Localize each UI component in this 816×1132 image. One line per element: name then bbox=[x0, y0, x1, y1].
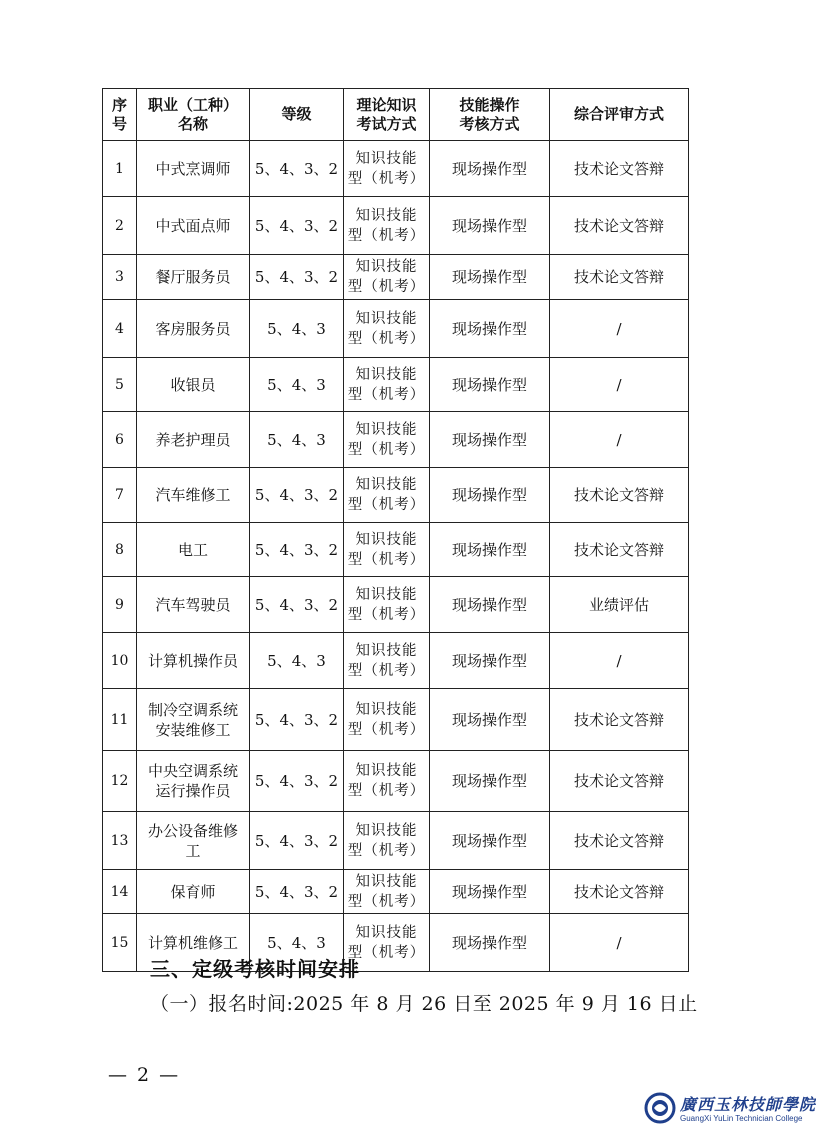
review-method-cell: / bbox=[550, 633, 689, 689]
column-header bbox=[250, 89, 344, 141]
theory-exam-line: 知识技能 bbox=[355, 477, 418, 493]
column-header-line: 号 bbox=[111, 114, 127, 133]
theory-exam-line: 知识技能 bbox=[355, 531, 418, 548]
occupation-name-cell bbox=[137, 358, 250, 412]
row-number-cell: 4 bbox=[103, 300, 137, 358]
theory-exam-cell bbox=[344, 523, 430, 577]
skill-exam-cell: 现场操作型 bbox=[430, 141, 550, 197]
column-header-line: 等级 bbox=[281, 105, 312, 123]
theory-exam-line: 知识技能 bbox=[355, 207, 418, 224]
column-header bbox=[103, 89, 137, 141]
column-header bbox=[344, 89, 430, 141]
row-number-cell: 14 bbox=[103, 870, 137, 914]
occupation-name-line: 收银员 bbox=[170, 375, 216, 394]
skill-exam-cell: 现场操作型 bbox=[430, 751, 550, 812]
occupation-name-line: 办公设备维修 bbox=[147, 821, 238, 840]
level-cell: 5、4、3、2 bbox=[250, 468, 344, 523]
theory-exam-cell bbox=[344, 689, 430, 751]
theory-exam-line: 知识技能 bbox=[355, 924, 418, 941]
occupation-name-line: 制冷空调系统 bbox=[147, 700, 238, 719]
skill-exam-cell: 现场操作型 bbox=[430, 197, 550, 255]
occupation-name-line: 运行操作员 bbox=[155, 782, 231, 800]
occupation-name-cell bbox=[137, 141, 250, 197]
column-header-line: 序 bbox=[111, 95, 127, 114]
occupation-name-cell bbox=[137, 523, 250, 577]
column-header bbox=[137, 89, 250, 141]
theory-exam-line: 型（机考） bbox=[347, 944, 426, 961]
skill-exam-cell: 现场操作型 bbox=[430, 468, 550, 523]
occupation-name-cell bbox=[137, 633, 250, 689]
row-number-cell: 7 bbox=[103, 468, 137, 523]
theory-exam-line: 知识技能 bbox=[355, 642, 418, 659]
table-row bbox=[103, 255, 689, 300]
review-method-cell: 技术论文答辩 bbox=[550, 468, 689, 523]
table-row bbox=[103, 468, 689, 523]
theory-exam-line: 型（机考） bbox=[347, 441, 426, 458]
row-number-cell: 12 bbox=[103, 751, 137, 812]
table-row bbox=[103, 358, 689, 412]
level-cell: 5、4、3、2 bbox=[250, 812, 344, 870]
theory-exam-line: 知识技能 bbox=[355, 259, 418, 275]
theory-exam-line: 型（机考） bbox=[347, 842, 426, 859]
row-number-cell: 2 bbox=[103, 197, 137, 255]
theory-exam-cell bbox=[344, 870, 430, 914]
level-cell: 5、4、3、2 bbox=[250, 689, 344, 751]
level-cell: 5、4、3 bbox=[250, 412, 344, 468]
theory-exam-line: 型（机考） bbox=[347, 551, 426, 568]
row-number-cell: 3 bbox=[103, 255, 137, 300]
review-method-cell: 技术论文答辩 bbox=[550, 812, 689, 870]
occupation-name-cell bbox=[137, 751, 250, 812]
occupation-name-line: 中央空调系统 bbox=[147, 762, 238, 780]
column-header-line: 考核方式 bbox=[459, 114, 520, 133]
logo-name-cn: 廣西玉林技師學院 bbox=[680, 1095, 816, 1114]
level-cell: 5、4、3、2 bbox=[250, 523, 344, 577]
table-row bbox=[103, 689, 689, 751]
review-method-cell: 技术论文答辩 bbox=[550, 141, 689, 197]
level-cell: 5、4、3 bbox=[250, 358, 344, 412]
row-number-cell: 13 bbox=[103, 812, 137, 870]
theory-exam-line: 型（机考） bbox=[347, 721, 426, 738]
review-method-cell: / bbox=[550, 914, 689, 972]
row-number-cell: 5 bbox=[103, 358, 137, 412]
theory-exam-line: 知识技能 bbox=[355, 421, 418, 438]
theory-exam-line: 型（机考） bbox=[347, 662, 426, 679]
level-cell: 5、4、3、2 bbox=[250, 197, 344, 255]
occupation-name-line: 中式烹调师 bbox=[155, 159, 231, 178]
table-row bbox=[103, 751, 689, 812]
theory-exam-cell bbox=[344, 358, 430, 412]
review-method-cell: 技术论文答辩 bbox=[550, 751, 689, 812]
skill-exam-cell: 现场操作型 bbox=[430, 812, 550, 870]
occupation-name-line: 电工 bbox=[177, 540, 208, 559]
theory-exam-line: 型（机考） bbox=[347, 893, 426, 910]
theory-exam-cell bbox=[344, 812, 430, 870]
row-number-cell: 11 bbox=[103, 689, 137, 751]
review-method-cell: / bbox=[550, 412, 689, 468]
theory-exam-cell bbox=[344, 751, 430, 812]
column-header-line: 理论知识 bbox=[356, 95, 417, 114]
theory-exam-line: 知识技能 bbox=[355, 763, 418, 779]
theory-exam-line: 型（机考） bbox=[347, 497, 426, 513]
occupation-name-line: 汽车驾驶员 bbox=[155, 595, 231, 614]
row-number-cell: 8 bbox=[103, 523, 137, 577]
review-method-cell: / bbox=[550, 300, 689, 358]
theory-exam-line: 型（机考） bbox=[347, 330, 426, 347]
theory-exam-line: 型（机考） bbox=[347, 227, 426, 244]
theory-exam-line: 知识技能 bbox=[355, 873, 418, 890]
table-row bbox=[103, 412, 689, 468]
registration-time-paragraph: （一）报名时间:2025 年 8 月 26 日至 2025 年 9 月 16 日止 bbox=[150, 993, 698, 1015]
theory-exam-line: 知识技能 bbox=[355, 310, 418, 327]
level-cell: 5、4、3 bbox=[250, 300, 344, 358]
review-method-cell: 业绩评估 bbox=[550, 577, 689, 633]
occupation-name-line: 中式面点师 bbox=[155, 216, 231, 235]
skill-exam-cell: 现场操作型 bbox=[430, 523, 550, 577]
review-method-cell: 技术论文答辩 bbox=[550, 870, 689, 914]
theory-exam-line: 知识技能 bbox=[355, 586, 418, 603]
level-cell: 5、4、3、2 bbox=[250, 751, 344, 812]
occupation-name-cell bbox=[137, 812, 250, 870]
column-header bbox=[430, 89, 550, 141]
theory-exam-line: 型（机考） bbox=[347, 606, 426, 623]
skill-exam-cell: 现场操作型 bbox=[430, 870, 550, 914]
occupation-name-cell bbox=[137, 468, 250, 523]
review-method-cell: / bbox=[550, 358, 689, 412]
occupation-name-line: 安装维修工 bbox=[155, 720, 231, 739]
theory-exam-cell bbox=[344, 255, 430, 300]
occupation-name-cell bbox=[137, 412, 250, 468]
theory-exam-line: 型（机考） bbox=[347, 170, 426, 187]
row-number-cell: 1 bbox=[103, 141, 137, 197]
skill-exam-cell: 现场操作型 bbox=[430, 914, 550, 972]
theory-exam-line: 型（机考） bbox=[347, 386, 426, 403]
theory-exam-cell bbox=[344, 468, 430, 523]
skill-exam-cell: 现场操作型 bbox=[430, 358, 550, 412]
row-number-cell: 10 bbox=[103, 633, 137, 689]
occupation-name-cell bbox=[137, 577, 250, 633]
level-cell: 5、4、3、2 bbox=[250, 870, 344, 914]
review-method-cell: 技术论文答辩 bbox=[550, 523, 689, 577]
theory-exam-cell bbox=[344, 197, 430, 255]
theory-exam-cell bbox=[344, 300, 430, 358]
column-header-line: 技能操作 bbox=[459, 95, 520, 114]
theory-exam-cell bbox=[344, 141, 430, 197]
table-body bbox=[103, 141, 689, 972]
skill-exam-cell: 现场操作型 bbox=[430, 689, 550, 751]
skill-exam-cell: 现场操作型 bbox=[430, 255, 550, 300]
occupation-name-line: 保育师 bbox=[170, 882, 216, 901]
occupation-name-line: 工 bbox=[185, 841, 201, 860]
level-cell: 5、4、3、2 bbox=[250, 577, 344, 633]
table-row bbox=[103, 300, 689, 358]
row-number-cell: 9 bbox=[103, 577, 137, 633]
occupation-name-line: 计算机维修工 bbox=[147, 933, 238, 952]
level-cell: 5、4、3 bbox=[250, 633, 344, 689]
theory-exam-line: 知识技能 bbox=[355, 822, 418, 839]
occupation-name-cell bbox=[137, 689, 250, 751]
occupation-name-line: 客房服务员 bbox=[155, 319, 231, 338]
occupation-name-line: 计算机操作员 bbox=[147, 651, 238, 670]
skill-exam-cell: 现场操作型 bbox=[430, 577, 550, 633]
page-number: — 2 — bbox=[108, 1064, 181, 1086]
theory-exam-cell bbox=[344, 633, 430, 689]
skill-exam-cell: 现场操作型 bbox=[430, 633, 550, 689]
table-row bbox=[103, 197, 689, 255]
column-header bbox=[550, 89, 689, 141]
college-logo bbox=[644, 1090, 816, 1128]
column-header-line: 综合评审方式 bbox=[573, 105, 664, 123]
occupation-table bbox=[102, 88, 689, 972]
occupation-name-cell bbox=[137, 197, 250, 255]
theory-exam-cell bbox=[344, 577, 430, 633]
occupation-name-line: 餐厅服务员 bbox=[155, 268, 231, 286]
table-row bbox=[103, 812, 689, 870]
logo-name-en: GuangXi YuLin Technician College bbox=[680, 1114, 803, 1123]
column-header-line: 职业（工种） bbox=[147, 95, 238, 114]
theory-exam-line: 知识技能 bbox=[355, 150, 418, 167]
occupation-name-cell bbox=[137, 870, 250, 914]
occupation-name-cell bbox=[137, 300, 250, 358]
skill-exam-cell: 现场操作型 bbox=[430, 300, 550, 358]
theory-exam-line: 知识技能 bbox=[355, 701, 418, 718]
theory-exam-line: 知识技能 bbox=[355, 366, 418, 383]
row-number-cell: 15 bbox=[103, 914, 137, 972]
column-header-line: 名称 bbox=[177, 114, 208, 133]
level-cell: 5、4、3、2 bbox=[250, 255, 344, 300]
occupation-name-line: 汽车维修工 bbox=[155, 486, 231, 504]
occupation-name-cell bbox=[137, 255, 250, 300]
review-method-cell: 技术论文答辩 bbox=[550, 197, 689, 255]
occupation-name-line: 养老护理员 bbox=[155, 430, 231, 449]
table-row bbox=[103, 141, 689, 197]
table-row bbox=[103, 870, 689, 914]
review-method-cell: 技术论文答辩 bbox=[550, 255, 689, 300]
row-number-cell: 6 bbox=[103, 412, 137, 468]
theory-exam-line: 型（机考） bbox=[347, 279, 426, 295]
theory-exam-cell bbox=[344, 412, 430, 468]
section-heading: 三、定级考核时间安排 bbox=[150, 957, 360, 981]
review-method-cell: 技术论文答辩 bbox=[550, 689, 689, 751]
table-row bbox=[103, 523, 689, 577]
level-cell: 5、4、3、2 bbox=[250, 141, 344, 197]
level-cell: 5、4、3 bbox=[250, 914, 344, 972]
skill-exam-cell: 现场操作型 bbox=[430, 412, 550, 468]
column-header-line: 考试方式 bbox=[356, 114, 417, 133]
college-emblem-icon bbox=[644, 1092, 676, 1124]
theory-exam-line: 型（机考） bbox=[347, 783, 426, 799]
table-row bbox=[103, 633, 689, 689]
table-header-row bbox=[103, 89, 689, 141]
table-row bbox=[103, 577, 689, 633]
